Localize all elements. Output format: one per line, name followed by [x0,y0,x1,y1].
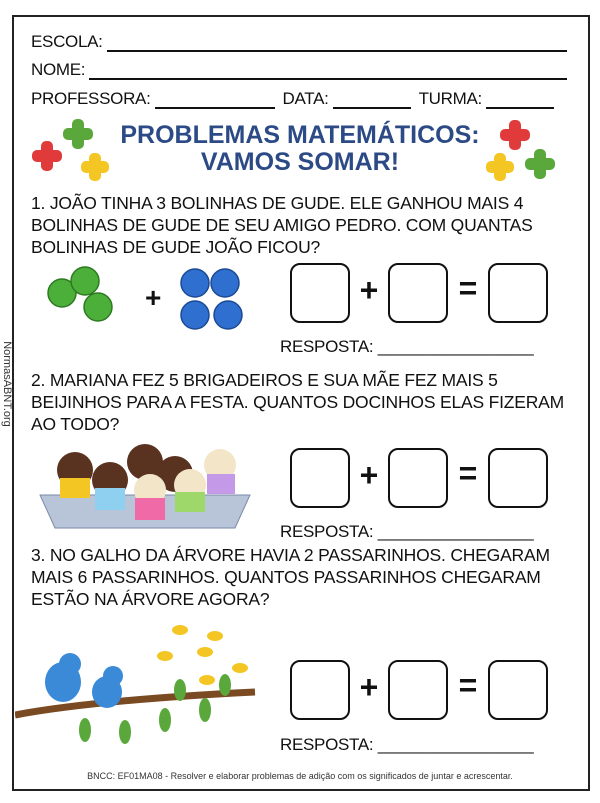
q3-plus: + [359,669,379,705]
q2-equals: = [458,455,478,491]
school-field[interactable] [31,32,567,52]
footer-bncc: BNCC: EF01MA08 - Resolver e elaborar problemas de adição com os significados de juntar e acrescentar. [87,771,513,781]
q1-answer-line[interactable]: RESPOSTA: _________________ [280,337,534,356]
q1-plus: + [359,272,379,308]
sweets-tray-illustration [35,440,260,535]
teacher-field[interactable] [31,89,554,109]
q1-sum-box[interactable] [488,263,548,323]
marbles-illustration [40,265,270,340]
school-label: ESCOLA: [31,32,103,51]
marbles-plus: + [145,282,162,313]
q2-sum-box[interactable] [488,448,548,508]
question-1-text: 1. JOÃO TINHA 3 BOLINHAS DE GUDE. ELE GANHOU MAIS 4 BOLINHAS DE GUDE DE SEU AMIGO PEDRO. COM QUANTAS BOLINHAS DE GUDE JOÃO FICOU? [31,193,533,257]
question-3-text: 3. NO GALHO DA ÁRVORE HAVIA 2 PASSARINHOS. CHEGARAM MAIS 6 PASSARINHOS. QUANTOS PASSARINHOS CHEGARAM ESTÃO NA ÁRVORE AGORA? [31,545,550,609]
name-field[interactable] [31,60,567,80]
birds-branch-illustration [15,620,260,760]
question-2-text: 2. MARIANA FEZ 5 BRIGADEIROS E SUA MÃE FEZ MAIS 5 BEIJINHOS PARA A FESTA. QUANTOS DOCINHOS ELAS FIZERAM AO TODO? [31,370,564,434]
q3-equals: = [458,667,478,703]
date-label: DATA: [282,89,329,108]
q3-addend-2-box[interactable] [388,660,448,720]
title-line-2: VAMOS SOMAR! [200,148,400,176]
q3-answer-line[interactable]: RESPOSTA: _________________ [280,735,534,754]
title-line-1: PROBLEMAS MATEMÁTICOS: [120,121,480,149]
q2-addend-1-box[interactable] [290,448,350,508]
q2-plus: + [359,457,379,493]
teacher-label: PROFESSORA: [31,89,151,108]
side-watermark: NormasABNT.org [1,341,13,427]
class-label: TURMA: [418,89,482,108]
q3-addend-1-box[interactable] [290,660,350,720]
q2-answer-line[interactable]: RESPOSTA: _________________ [280,522,534,541]
name-label: NOME: [31,60,86,79]
q3-sum-box[interactable] [488,660,548,720]
q1-addend-2-box[interactable] [388,263,448,323]
q1-addend-1-box[interactable] [290,263,350,323]
q2-addend-2-box[interactable] [388,448,448,508]
q1-equals: = [458,270,478,306]
